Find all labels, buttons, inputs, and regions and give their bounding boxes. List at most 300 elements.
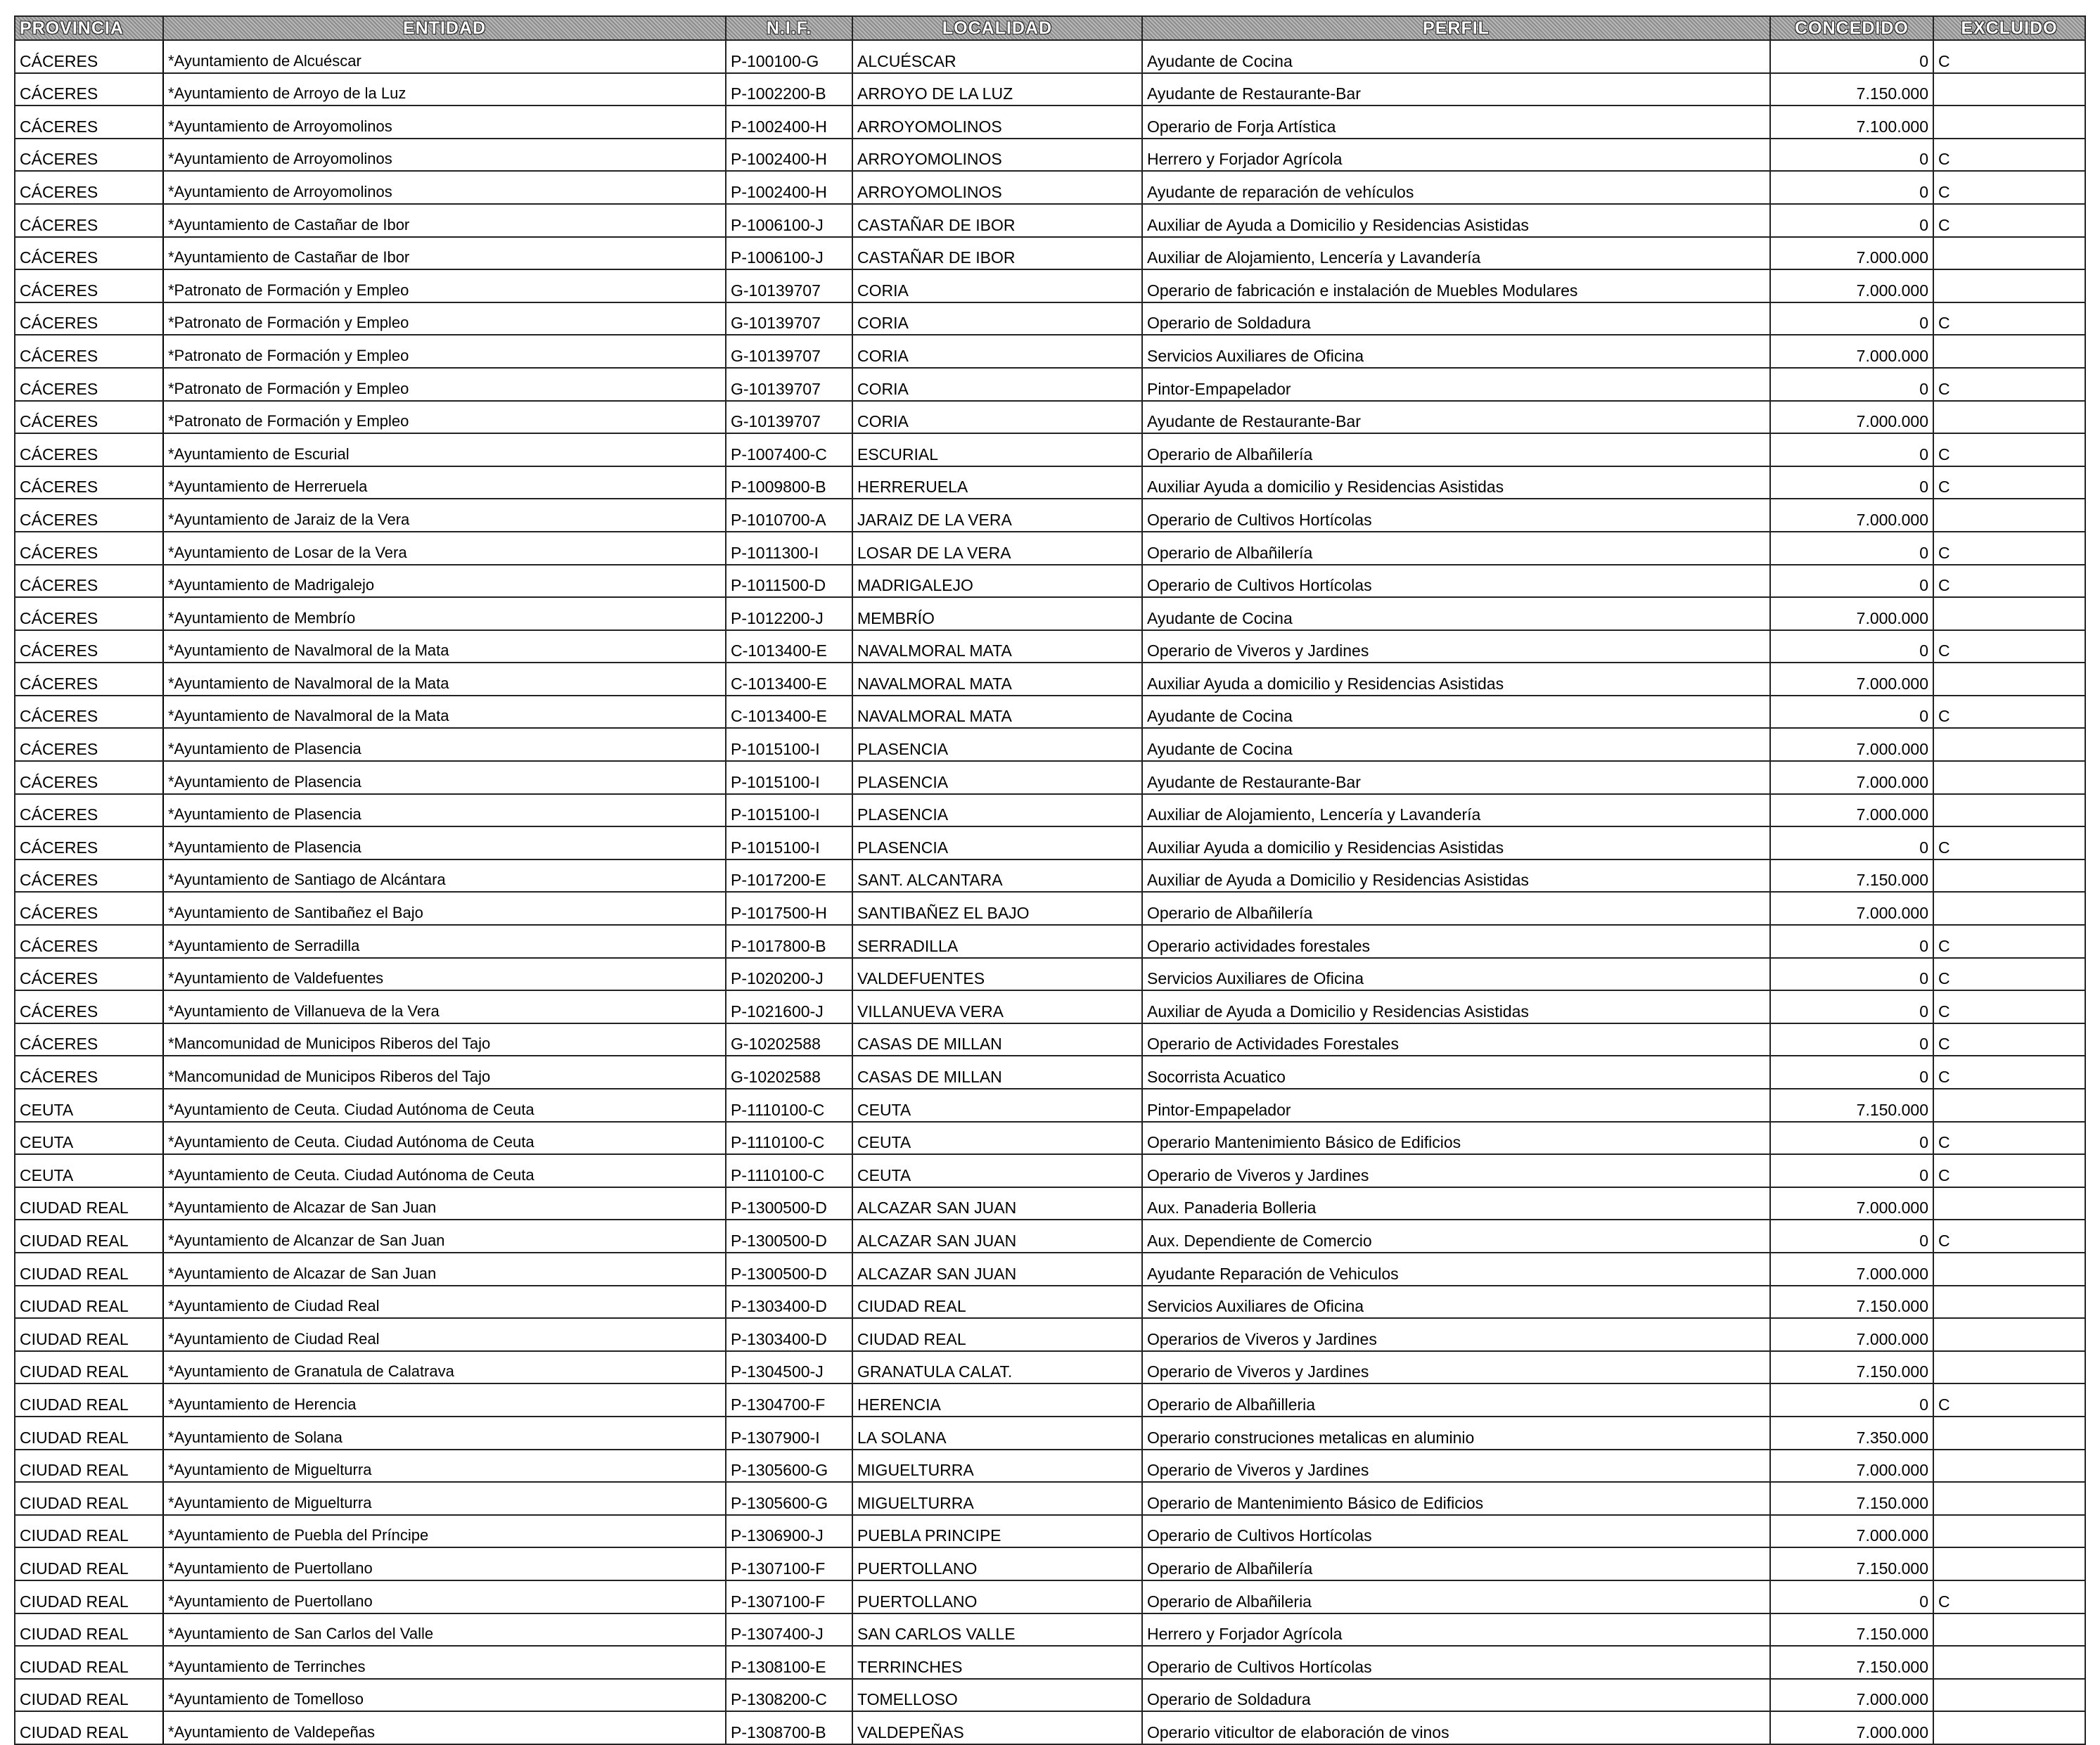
cell-perfil: Operario de Forja Artística: [1142, 106, 1770, 139]
cell-concedido: 7.150.000: [1770, 1286, 1933, 1319]
cell-concedido: 0: [1770, 532, 1933, 565]
header-localidad: LOCALIDAD: [852, 16, 1142, 40]
cell-entidad: *Ayuntamiento de Miguelturra: [163, 1482, 726, 1515]
cell-concedido: 7.000.000: [1770, 237, 1933, 270]
cell-provincia: CÁCERES: [15, 597, 163, 630]
cell-perfil: Operario Mantenimiento Básico de Edificios: [1142, 1122, 1770, 1155]
cell-excluido: C: [1933, 1023, 2085, 1056]
cell-perfil: Operario de Albañilería: [1142, 1547, 1770, 1580]
cell-nif: P-1002400-H: [726, 139, 852, 172]
cell-perfil: Operario de Viveros y Jardines: [1142, 630, 1770, 663]
cell-entidad: *Ayuntamiento de Castañar de Ibor: [163, 204, 726, 237]
cell-perfil: Operario de Soldadura: [1142, 302, 1770, 335]
cell-provincia: CIUDAD REAL: [15, 1253, 163, 1286]
cell-concedido: 0: [1770, 1220, 1933, 1253]
cell-entidad: *Ayuntamiento de Terrinches: [163, 1646, 726, 1679]
cell-excluido: C: [1933, 532, 2085, 565]
cell-perfil: Herrero y Forjador Agrícola: [1142, 1613, 1770, 1647]
table-row: [15, 1613, 2085, 1647]
table-row: [15, 630, 2085, 663]
cell-excluido: [1933, 237, 2085, 270]
cell-excluido: [1933, 1253, 2085, 1286]
table-row: [15, 1220, 2085, 1253]
cell-excluido: [1933, 892, 2085, 925]
cell-perfil: Herrero y Forjador Agrícola: [1142, 139, 1770, 172]
cell-concedido: 7.150.000: [1770, 1482, 1933, 1515]
table-row: [15, 1286, 2085, 1319]
cell-excluido: [1933, 401, 2085, 434]
cell-concedido: 7.150.000: [1770, 1646, 1933, 1679]
table-row: [15, 1253, 2085, 1286]
cell-entidad: *Ayuntamiento de Villanueva de la Vera: [163, 990, 726, 1023]
cell-perfil: Auxiliar Ayuda a domicilio y Residencias Asistidas: [1142, 826, 1770, 859]
cell-perfil: Auxiliar de Ayuda a Domicilio y Residencias Asistidas: [1142, 990, 1770, 1023]
cell-excluido: [1933, 761, 2085, 794]
cell-localidad: ARROYO DE LA LUZ: [852, 73, 1142, 106]
cell-excluido: [1933, 1613, 2085, 1647]
cell-entidad: *Ayuntamiento de Tomelloso: [163, 1679, 726, 1712]
table-row: [15, 466, 2085, 499]
cell-perfil: Auxiliar de Alojamiento, Lencería y Lavandería: [1142, 237, 1770, 270]
cell-provincia: CIUDAD REAL: [15, 1646, 163, 1679]
cell-excluido: C: [1933, 40, 2085, 73]
cell-entidad: *Ayuntamiento de Alcuéscar: [163, 40, 726, 73]
cell-provincia: CÁCERES: [15, 499, 163, 532]
cell-provincia: CIUDAD REAL: [15, 1187, 163, 1220]
cell-provincia: CIUDAD REAL: [15, 1383, 163, 1417]
cell-concedido: 7.100.000: [1770, 106, 1933, 139]
cell-excluido: [1933, 597, 2085, 630]
cell-concedido: 7.000.000: [1770, 892, 1933, 925]
cell-excluido: C: [1933, 1580, 2085, 1613]
cell-localidad: CIUDAD REAL: [852, 1286, 1142, 1319]
cell-localidad: CIUDAD REAL: [852, 1318, 1142, 1351]
cell-entidad: *Ayuntamiento de San Carlos del Valle: [163, 1613, 726, 1647]
table-row: [15, 761, 2085, 794]
cell-concedido: 0: [1770, 1023, 1933, 1056]
cell-excluido: [1933, 1351, 2085, 1384]
table-row: [15, 73, 2085, 106]
table-row: [15, 597, 2085, 630]
cell-provincia: CÁCERES: [15, 1056, 163, 1089]
cell-concedido: 7.000.000: [1770, 1187, 1933, 1220]
cell-localidad: CASTAÑAR DE IBOR: [852, 204, 1142, 237]
cell-nif: P-1300500-D: [726, 1253, 852, 1286]
cell-localidad: PLASENCIA: [852, 826, 1142, 859]
table-row: [15, 237, 2085, 270]
cell-provincia: CÁCERES: [15, 139, 163, 172]
cell-nif: P-1304700-F: [726, 1383, 852, 1417]
header-excluido: EXCLUIDO: [1933, 16, 2085, 40]
cell-perfil: Ayudante de Cocina: [1142, 696, 1770, 729]
table-row: [15, 1646, 2085, 1679]
cell-concedido: 7.000.000: [1770, 269, 1933, 302]
table-row: [15, 925, 2085, 958]
cell-provincia: CIUDAD REAL: [15, 1613, 163, 1647]
cell-concedido: 0: [1770, 696, 1933, 729]
cell-entidad: *Ayuntamiento de Escurial: [163, 433, 726, 466]
cell-entidad: *Ayuntamiento de Serradilla: [163, 925, 726, 958]
cell-concedido: 7.000.000: [1770, 499, 1933, 532]
cell-perfil: Servicios Auxiliares de Oficina: [1142, 1286, 1770, 1319]
cell-entidad: *Ayuntamiento de Plasencia: [163, 761, 726, 794]
cell-nif: P-1110100-C: [726, 1122, 852, 1155]
cell-entidad: *Mancomunidad de Municipos Riberos del Tajo: [163, 1056, 726, 1089]
cell-localidad: ESCURIAL: [852, 433, 1142, 466]
table-row: [15, 1122, 2085, 1155]
cell-perfil: Operario de Albañilería: [1142, 433, 1770, 466]
cell-perfil: Operario de Mantenimiento Básico de Edificios: [1142, 1482, 1770, 1515]
cell-localidad: ARROYOMOLINOS: [852, 106, 1142, 139]
cell-concedido: 7.000.000: [1770, 597, 1933, 630]
cell-perfil: Servicios Auxiliares de Oficina: [1142, 958, 1770, 991]
cell-provincia: CÁCERES: [15, 990, 163, 1023]
cell-localidad: NAVALMORAL MATA: [852, 696, 1142, 729]
cell-localidad: ARROYOMOLINOS: [852, 171, 1142, 204]
cell-concedido: 7.150.000: [1770, 1351, 1933, 1384]
cell-localidad: PUERTOLLANO: [852, 1580, 1142, 1613]
cell-excluido: [1933, 335, 2085, 368]
cell-entidad: *Ayuntamiento de Arroyomolinos: [163, 171, 726, 204]
cell-localidad: HERRERUELA: [852, 466, 1142, 499]
cell-perfil: Operario de Albañilería: [1142, 532, 1770, 565]
cell-excluido: [1933, 794, 2085, 827]
cell-entidad: *Ayuntamiento de Ciudad Real: [163, 1318, 726, 1351]
cell-nif: P-1304500-J: [726, 1351, 852, 1384]
cell-concedido: 7.000.000: [1770, 728, 1933, 761]
cell-nif: G-10202588: [726, 1023, 852, 1056]
cell-provincia: CIUDAD REAL: [15, 1351, 163, 1384]
table-row: [15, 990, 2085, 1023]
cell-perfil: Aux. Panaderia Bolleria: [1142, 1187, 1770, 1220]
cell-nif: P-1303400-D: [726, 1318, 852, 1351]
cell-provincia: CEUTA: [15, 1089, 163, 1122]
cell-localidad: NAVALMORAL MATA: [852, 663, 1142, 696]
table-row: [15, 1154, 2085, 1187]
cell-perfil: Operario de Albañilería: [1142, 892, 1770, 925]
cell-excluido: [1933, 859, 2085, 893]
cell-nif: P-1002200-B: [726, 73, 852, 106]
cell-perfil: Auxiliar de Ayuda a Domicilio y Residencias Asistidas: [1142, 204, 1770, 237]
cell-provincia: CIUDAD REAL: [15, 1679, 163, 1712]
cell-excluido: C: [1933, 565, 2085, 598]
cell-localidad: SERRADILLA: [852, 925, 1142, 958]
table-row: [15, 958, 2085, 991]
cell-nif: G-10139707: [726, 269, 852, 302]
cell-nif: P-1006100-J: [726, 237, 852, 270]
cell-concedido: 0: [1770, 466, 1933, 499]
cell-localidad: NAVALMORAL MATA: [852, 630, 1142, 663]
cell-perfil: Ayudante de Restaurante-Bar: [1142, 761, 1770, 794]
cell-entidad: *Ayuntamiento de Plasencia: [163, 728, 726, 761]
cell-perfil: Ayudante de Cocina: [1142, 597, 1770, 630]
table-row: [15, 1351, 2085, 1384]
cell-excluido: [1933, 1515, 2085, 1548]
header-entidad: ENTIDAD: [163, 16, 726, 40]
cell-nif: P-1015100-I: [726, 728, 852, 761]
cell-entidad: *Ayuntamiento de Ciudad Real: [163, 1286, 726, 1319]
cell-excluido: C: [1933, 302, 2085, 335]
cell-perfil: Operario de Albañileria: [1142, 1580, 1770, 1613]
cell-concedido: 0: [1770, 1154, 1933, 1187]
cell-nif: P-1012200-J: [726, 597, 852, 630]
cell-provincia: CÁCERES: [15, 171, 163, 204]
cell-provincia: CIUDAD REAL: [15, 1711, 163, 1744]
table-row: [15, 106, 2085, 139]
cell-localidad: CEUTA: [852, 1089, 1142, 1122]
cell-localidad: SANT. ALCANTARA: [852, 859, 1142, 893]
table-row: [15, 1450, 2085, 1483]
cell-localidad: CORIA: [852, 269, 1142, 302]
cell-concedido: 0: [1770, 1056, 1933, 1089]
cell-nif: P-1306900-J: [726, 1515, 852, 1548]
cell-nif: P-1110100-C: [726, 1154, 852, 1187]
cell-perfil: Operario de fabricación e instalación de Muebles Modulares: [1142, 269, 1770, 302]
cell-perfil: Auxiliar de Alojamiento, Lencería y Lavandería: [1142, 794, 1770, 827]
cell-concedido: 0: [1770, 1580, 1933, 1613]
cell-entidad: *Ayuntamiento de Plasencia: [163, 826, 726, 859]
cell-entidad: *Mancomunidad de Municipos Riberos del Tajo: [163, 1023, 726, 1056]
cell-provincia: CÁCERES: [15, 532, 163, 565]
cell-nif: P-1011300-I: [726, 532, 852, 565]
cell-perfil: Operario de Cultivos Hortícolas: [1142, 1646, 1770, 1679]
cell-perfil: Operario de Cultivos Hortícolas: [1142, 499, 1770, 532]
cell-excluido: C: [1933, 1056, 2085, 1089]
cell-provincia: CIUDAD REAL: [15, 1547, 163, 1580]
cell-provincia: CÁCERES: [15, 565, 163, 598]
cell-localidad: PLASENCIA: [852, 794, 1142, 827]
cell-excluido: C: [1933, 1154, 2085, 1187]
cell-localidad: CASTAÑAR DE IBOR: [852, 237, 1142, 270]
cell-nif: P-1015100-I: [726, 761, 852, 794]
table-row: [15, 1515, 2085, 1548]
cell-nif: P-1307100-F: [726, 1547, 852, 1580]
table-row: [15, 1482, 2085, 1515]
cell-nif: G-10139707: [726, 401, 852, 434]
cell-localidad: ALCAZAR SAN JUAN: [852, 1187, 1142, 1220]
table-body: [15, 40, 2085, 1744]
cell-perfil: Ayudante de Cocina: [1142, 728, 1770, 761]
cell-excluido: C: [1933, 139, 2085, 172]
cell-excluido: [1933, 1450, 2085, 1483]
cell-localidad: PUERTOLLANO: [852, 1547, 1142, 1580]
cell-entidad: *Ayuntamiento de Jaraiz de la Vera: [163, 499, 726, 532]
table-row: [15, 269, 2085, 302]
cell-perfil: Operario de Viveros y Jardines: [1142, 1450, 1770, 1483]
table-row: [15, 204, 2085, 237]
cell-excluido: C: [1933, 958, 2085, 991]
cell-provincia: CIUDAD REAL: [15, 1482, 163, 1515]
cell-localidad: MEMBRÍO: [852, 597, 1142, 630]
cell-entidad: *Ayuntamiento de Navalmoral de la Mata: [163, 663, 726, 696]
table-row: [15, 1318, 2085, 1351]
cell-localidad: CASAS DE MILLAN: [852, 1056, 1142, 1089]
table-row: [15, 826, 2085, 859]
cell-localidad: CEUTA: [852, 1122, 1142, 1155]
header-concedido: CONCEDIDO: [1770, 16, 1933, 40]
cell-entidad: *Ayuntamiento de Arroyomolinos: [163, 139, 726, 172]
cell-perfil: Auxiliar de Ayuda a Domicilio y Residencias Asistidas: [1142, 859, 1770, 893]
cell-entidad: *Ayuntamiento de Castañar de Ibor: [163, 237, 726, 270]
cell-concedido: 0: [1770, 368, 1933, 401]
cell-localidad: CEUTA: [852, 1154, 1142, 1187]
cell-provincia: CÁCERES: [15, 466, 163, 499]
cell-entidad: *Ayuntamiento de Plasencia: [163, 794, 726, 827]
cell-provincia: CÁCERES: [15, 728, 163, 761]
cell-localidad: HERENCIA: [852, 1383, 1142, 1417]
cell-nif: P-1300500-D: [726, 1187, 852, 1220]
cell-provincia: CÁCERES: [15, 237, 163, 270]
cell-concedido: 7.000.000: [1770, 1515, 1933, 1548]
cell-excluido: C: [1933, 1383, 2085, 1417]
cell-localidad: PUEBLA PRINCIPE: [852, 1515, 1142, 1548]
header-nif: N.I.F.: [726, 16, 852, 40]
cell-nif: G-10139707: [726, 335, 852, 368]
cell-localidad: GRANATULA CALAT.: [852, 1351, 1142, 1384]
cell-localidad: SAN CARLOS VALLE: [852, 1613, 1142, 1647]
table-row: [15, 1547, 2085, 1580]
cell-perfil: Auxiliar Ayuda a domicilio y Residencias Asistidas: [1142, 663, 1770, 696]
cell-nif: P-1020200-J: [726, 958, 852, 991]
cell-concedido: 0: [1770, 565, 1933, 598]
cell-concedido: 0: [1770, 302, 1933, 335]
cell-concedido: 7.000.000: [1770, 1450, 1933, 1483]
cell-concedido: 0: [1770, 925, 1933, 958]
cell-nif: P-1006100-J: [726, 204, 852, 237]
cell-nif: P-1308700-B: [726, 1711, 852, 1744]
table-row: [15, 1023, 2085, 1056]
cell-concedido: 7.000.000: [1770, 401, 1933, 434]
cell-localidad: PLASENCIA: [852, 728, 1142, 761]
cell-excluido: [1933, 1089, 2085, 1122]
table-row: [15, 696, 2085, 729]
cell-perfil: Ayudante de Cocina: [1142, 40, 1770, 73]
cell-entidad: *Ayuntamiento de Valdepeñas: [163, 1711, 726, 1744]
table-row: [15, 1580, 2085, 1613]
cell-entidad: *Patronato de Formación y Empleo: [163, 368, 726, 401]
cell-excluido: [1933, 1646, 2085, 1679]
cell-nif: P-1021600-J: [726, 990, 852, 1023]
table-row: [15, 433, 2085, 466]
cell-entidad: *Ayuntamiento de Alcazar de San Juan: [163, 1187, 726, 1220]
cell-nif: P-1002400-H: [726, 171, 852, 204]
cell-excluido: C: [1933, 826, 2085, 859]
cell-localidad: ALCAZAR SAN JUAN: [852, 1220, 1142, 1253]
cell-provincia: CÁCERES: [15, 794, 163, 827]
cell-entidad: *Ayuntamiento de Herencia: [163, 1383, 726, 1417]
cell-excluido: C: [1933, 466, 2085, 499]
cell-provincia: CÁCERES: [15, 859, 163, 893]
cell-entidad: *Ayuntamiento de Solana: [163, 1417, 726, 1450]
cell-localidad: CORIA: [852, 302, 1142, 335]
cell-entidad: *Ayuntamiento de Puertollano: [163, 1580, 726, 1613]
cell-concedido: 7.150.000: [1770, 859, 1933, 893]
cell-concedido: 0: [1770, 1122, 1933, 1155]
cell-excluido: C: [1933, 1220, 2085, 1253]
table-row: [15, 532, 2085, 565]
cell-excluido: [1933, 1187, 2085, 1220]
cell-perfil: Ayudante de reparación de vehículos: [1142, 171, 1770, 204]
cell-nif: P-1308100-E: [726, 1646, 852, 1679]
cell-perfil: Operario de Viveros y Jardines: [1142, 1351, 1770, 1384]
cell-concedido: 7.000.000: [1770, 663, 1933, 696]
cell-perfil: Pintor-Empapelador: [1142, 1089, 1770, 1122]
cell-excluido: C: [1933, 433, 2085, 466]
cell-entidad: *Ayuntamiento de Granatula de Calatrava: [163, 1351, 726, 1384]
cell-nif: C-1013400-E: [726, 630, 852, 663]
cell-entidad: *Ayuntamiento de Alcazar de San Juan: [163, 1253, 726, 1286]
cell-excluido: C: [1933, 204, 2085, 237]
cell-nif: P-1015100-I: [726, 826, 852, 859]
cell-localidad: VALDEFUENTES: [852, 958, 1142, 991]
cell-entidad: *Ayuntamiento de Santibañez el Bajo: [163, 892, 726, 925]
cell-provincia: CIUDAD REAL: [15, 1515, 163, 1548]
cell-provincia: CÁCERES: [15, 204, 163, 237]
cell-concedido: 7.150.000: [1770, 73, 1933, 106]
cell-excluido: [1933, 663, 2085, 696]
cell-excluido: [1933, 1417, 2085, 1450]
cell-entidad: *Ayuntamiento de Herreruela: [163, 466, 726, 499]
cell-provincia: CÁCERES: [15, 106, 163, 139]
cell-excluido: C: [1933, 990, 2085, 1023]
cell-localidad: ALCAZAR SAN JUAN: [852, 1253, 1142, 1286]
grants-table: [14, 15, 2086, 1745]
cell-perfil: Aux. Dependiente de Comercio: [1142, 1220, 1770, 1253]
cell-excluido: C: [1933, 696, 2085, 729]
cell-nif: P-100100-G: [726, 40, 852, 73]
cell-localidad: VILLANUEVA VERA: [852, 990, 1142, 1023]
cell-concedido: 0: [1770, 990, 1933, 1023]
cell-excluido: C: [1933, 368, 2085, 401]
cell-perfil: Ayudante de Restaurante-Bar: [1142, 401, 1770, 434]
cell-perfil: Operario viticultor de elaboración de vinos: [1142, 1711, 1770, 1744]
table-row: [15, 1383, 2085, 1417]
cell-provincia: CÁCERES: [15, 958, 163, 991]
cell-localidad: SANTIBAÑEZ EL BAJO: [852, 892, 1142, 925]
cell-perfil: Operario de Actividades Forestales: [1142, 1023, 1770, 1056]
cell-perfil: Socorrista Acuatico: [1142, 1056, 1770, 1089]
cell-concedido: 7.000.000: [1770, 794, 1933, 827]
cell-concedido: 0: [1770, 171, 1933, 204]
cell-provincia: CIUDAD REAL: [15, 1417, 163, 1450]
cell-concedido: 7.150.000: [1770, 1089, 1933, 1122]
cell-localidad: LA SOLANA: [852, 1417, 1142, 1450]
cell-entidad: *Ayuntamiento de Alcanzar de San Juan: [163, 1220, 726, 1253]
cell-nif: P-1009800-B: [726, 466, 852, 499]
cell-concedido: 7.000.000: [1770, 1711, 1933, 1744]
cell-nif: G-10139707: [726, 368, 852, 401]
table-row: [15, 565, 2085, 598]
cell-provincia: CÁCERES: [15, 761, 163, 794]
cell-excluido: C: [1933, 630, 2085, 663]
cell-localidad: ALCUÉSCAR: [852, 40, 1142, 73]
cell-entidad: *Ayuntamiento de Ceuta. Ciudad Autónoma de Ceuta: [163, 1122, 726, 1155]
cell-localidad: ARROYOMOLINOS: [852, 139, 1142, 172]
cell-concedido: 7.000.000: [1770, 761, 1933, 794]
cell-entidad: *Ayuntamiento de Arroyomolinos: [163, 106, 726, 139]
cell-entidad: *Ayuntamiento de Ceuta. Ciudad Autónoma de Ceuta: [163, 1089, 726, 1122]
cell-provincia: CÁCERES: [15, 433, 163, 466]
table-row: [15, 1417, 2085, 1450]
cell-excluido: [1933, 73, 2085, 106]
cell-nif: P-1011500-D: [726, 565, 852, 598]
table-row: [15, 335, 2085, 368]
cell-localidad: VALDEPEÑAS: [852, 1711, 1142, 1744]
cell-concedido: 7.000.000: [1770, 335, 1933, 368]
cell-concedido: 0: [1770, 958, 1933, 991]
cell-excluido: [1933, 1547, 2085, 1580]
cell-provincia: CIUDAD REAL: [15, 1318, 163, 1351]
